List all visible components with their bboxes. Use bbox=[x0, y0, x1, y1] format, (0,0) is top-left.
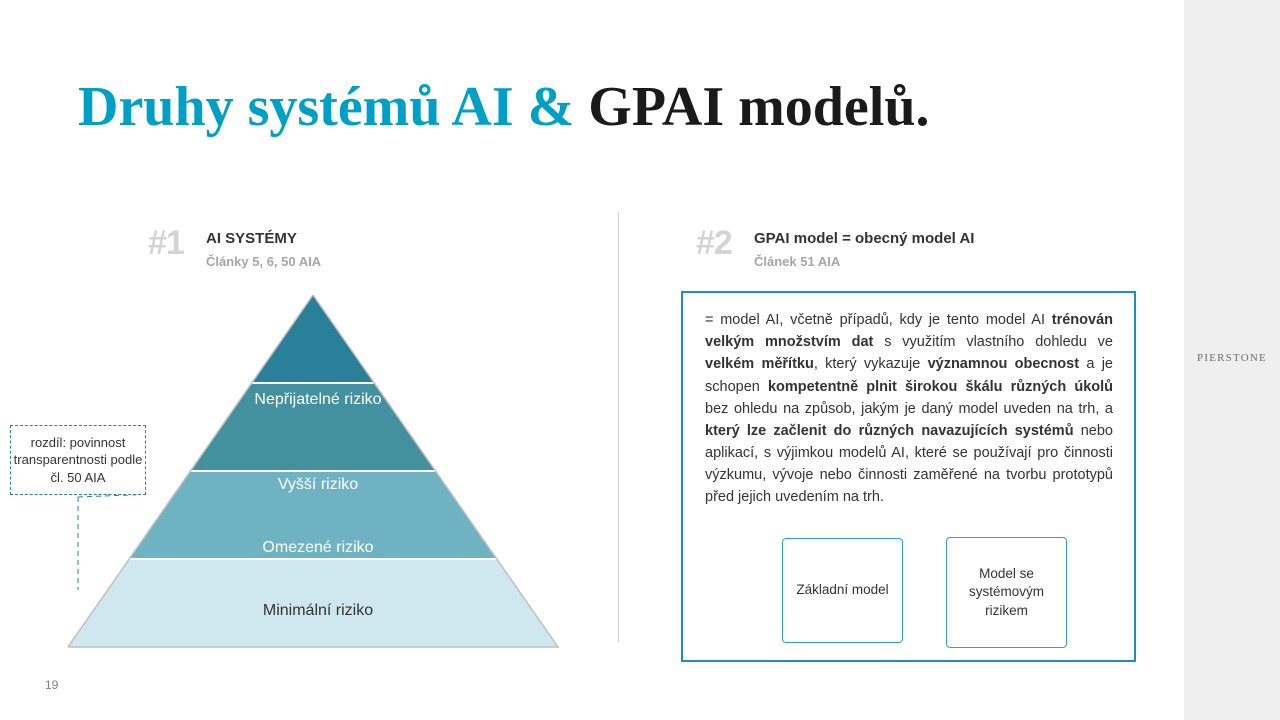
column-divider bbox=[618, 212, 619, 642]
transparency-callout: rozdíl: povinnost transparentnosti podle čl. 50 AIA bbox=[10, 425, 146, 495]
section-2-number: #2 bbox=[696, 224, 732, 262]
pyramid-level-label-4: Minimální riziko bbox=[262, 602, 374, 619]
page-title-part1: Druhy systémů AI & bbox=[78, 76, 589, 138]
page-number: 19 bbox=[45, 678, 59, 692]
pyramid-level-label-2: Vyšší riziko bbox=[277, 476, 359, 493]
pyramid-level-label-1: Nepřijatelné riziko bbox=[254, 391, 382, 408]
section-2-title: GPAI model = obecný model AI bbox=[754, 230, 975, 247]
page-title bbox=[78, 78, 929, 137]
section-1-subtitle: Články 5, 6, 50 AIA bbox=[206, 254, 322, 269]
callout-leader-line bbox=[60, 495, 160, 605]
section-1-number: #1 bbox=[148, 224, 184, 262]
gpai-definition-text: = model AI, včetně případů, kdy je tento model AI trénován velkým množstvím dat s využitím vlastního dohledu ve velkém měřítku, který vykazuje významnou obecnost a je schopen kompetentně plnit širokou škálu různých úkolů bez ohledu na způsob, jakým je daný model uveden na trh, a který lze začlenit do různých navazujících systémů nebo aplikací, s výjimkou modelů AI, které se používají pro činnosti výzkumu, vývoje nebo činnosti zaměřené na tvorbu prototypů před jejich uvedením na trh. bbox=[705, 312, 1114, 506]
pyramid-level-label-3: Omezené riziko bbox=[262, 539, 374, 556]
gpai-subbox-foundation-model: Základní model bbox=[782, 538, 903, 643]
page-title-part2: GPAI modelů. bbox=[588, 76, 930, 138]
gpai-definition-box bbox=[681, 291, 1136, 662]
section-2-subtitle: Článek 51 AIA bbox=[754, 254, 841, 269]
section-1-title: AI SYSTÉMY bbox=[206, 230, 297, 247]
brand-logo: PIERSTONE bbox=[1197, 352, 1267, 364]
gpai-subbox-systemic-risk-model: Model se systémovým rizikem bbox=[946, 537, 1067, 648]
